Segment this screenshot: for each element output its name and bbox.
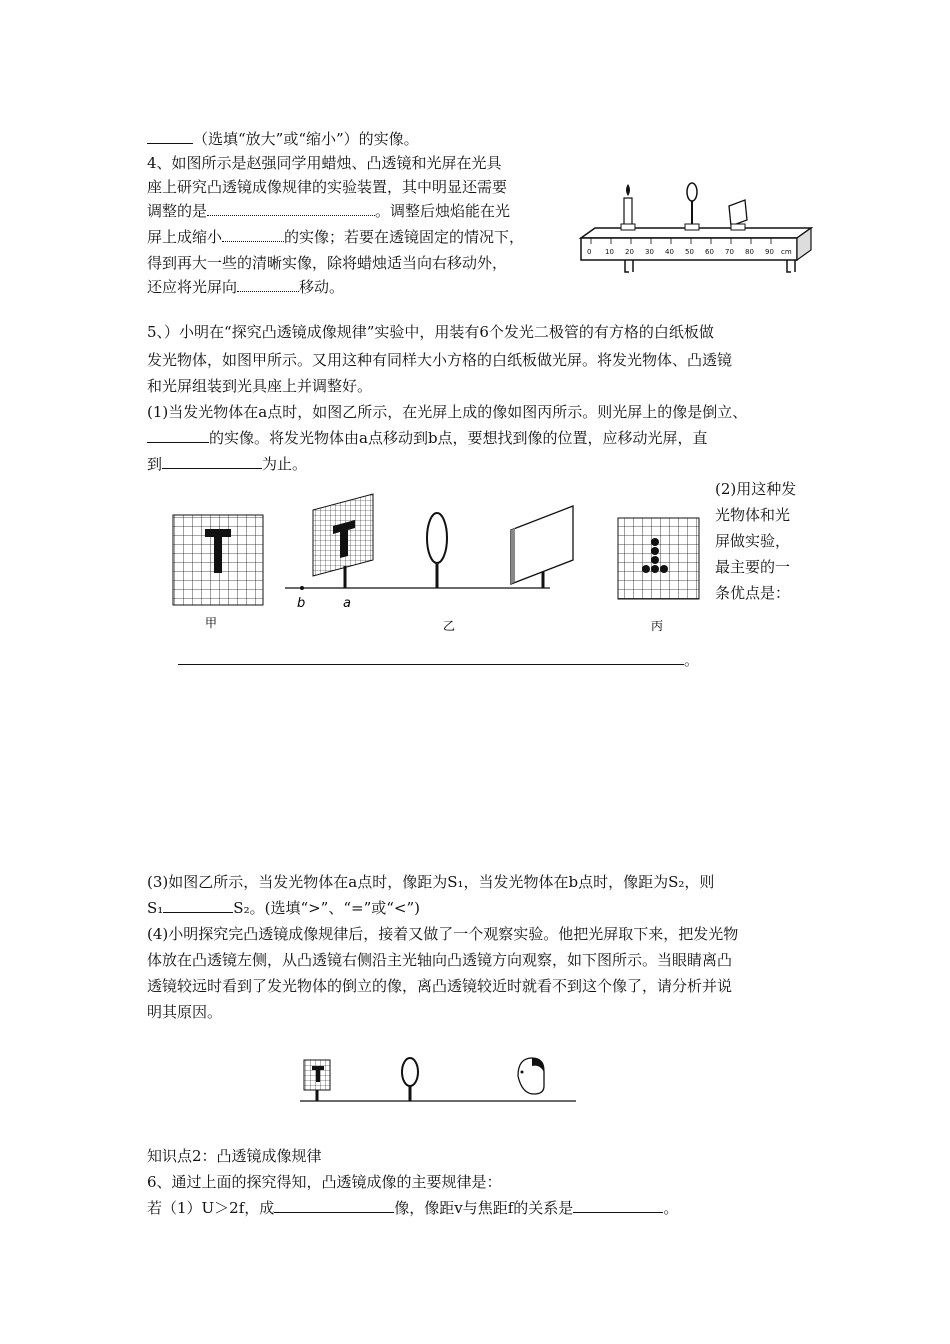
screen-icon: [729, 200, 747, 230]
figure-bing-image: [618, 518, 699, 599]
q3-tail-line: [147, 129, 419, 149]
lens-icon: [685, 183, 699, 230]
q5-p2-line: 最主要的一: [715, 558, 791, 576]
q6-line2: [147, 1198, 678, 1218]
q5-p3-line2: [147, 898, 420, 918]
answer-blank[interactable]: [178, 650, 684, 665]
q3-tail-text: （选填“放大”或“缩小”）的实像。: [193, 130, 419, 148]
q4-line3-text: 调整的是: [147, 202, 208, 220]
answer-blank[interactable]: [147, 129, 193, 144]
q5-p4-line4: 明其原因。: [147, 1003, 223, 1021]
q5-line2: 发光物体，如图甲所示。又用这种有同样大小方格的白纸板做光屏。将发光物体、凸透镜: [147, 351, 733, 369]
q5-p4-line1: (4)小明探究完凸透镜成像规律后，接着又做了一个观察实验。他把光屏取下来，把发光物: [147, 925, 739, 943]
ruler-tick-label: 40: [665, 248, 674, 256]
q4-line6-text: 还应将光屏向: [147, 278, 238, 296]
ruler-tick-label: 60: [705, 248, 714, 256]
q5-p2-line: 光物体和光: [715, 506, 791, 524]
ruler-tick-label: cm: [781, 248, 792, 256]
q4-line1: 4、如图所示是赵强同学用蜡烛、凸透镜和光屏在光具: [147, 154, 502, 172]
q5-p2-line: 屏做实验，: [715, 532, 791, 550]
optical-bench-figure: [575, 180, 825, 280]
point-a-label: a: [343, 596, 351, 611]
answer-blank[interactable]: [162, 454, 262, 469]
q4-line5: 得到再大一些的清晰实像，除将蜡烛适当向右移动外，: [147, 254, 508, 272]
q5-p3-s1: S₁: [147, 899, 164, 917]
ruler-tick-label: 10: [605, 248, 614, 256]
observation-figure: [300, 1050, 580, 1110]
q5-line1: 5、）小明在“探究凸透镜成像规律”实验中，用装有6个发光二极管的有方格的白纸板做: [147, 323, 714, 341]
figure-yi-lens: [427, 513, 447, 588]
answer-blank[interactable]: [222, 227, 284, 242]
q5-p1-line3-text: 到: [147, 455, 163, 473]
q5-line3: 和光屏组装到光具座上并调整好。: [147, 377, 373, 395]
q5-p3-line1: (3)如图乙所示，当发光物体在a点时，像距为S₁，当发光物体在b点时，像距为S₂，则: [147, 873, 715, 891]
q5-p2-block: [715, 476, 796, 606]
ruler-tick-label: 30: [645, 248, 654, 256]
q4-line4-tail: 的实像；若要在透镜固定的情况下，: [284, 228, 525, 246]
candle-icon: [621, 184, 635, 230]
answer-blank[interactable]: [573, 1198, 663, 1213]
q4-line6: [147, 277, 344, 297]
q5-p4-line2: 体放在凸透镜左侧，从凸透镜右侧沿主光轴向凸透镜方向观察，如下图所示。当眼睛离凸: [147, 951, 733, 969]
q5-p4-line3: 透镜较远时看到了发光物体的倒立的像，离凸透镜较近时就看不到这个像了，请分析并说: [147, 977, 733, 995]
q4-line4-text: 屏上成缩小: [147, 228, 223, 246]
q4-line3: [147, 201, 510, 221]
ruler-tick-label: 70: [725, 248, 734, 256]
q4-line6-tail: 移动。: [299, 278, 345, 296]
lens-icon: [402, 1058, 418, 1101]
answer-blank[interactable]: [147, 428, 209, 443]
q6-line2-mid: 像，像距v与焦距f的关系是: [394, 1199, 574, 1217]
q6-line1: 6、通过上面的探究得知，凸透镜成像的主要规律是：: [147, 1173, 502, 1191]
q5-p1-line2: [147, 428, 708, 448]
q5-p1-line3-tail: 为止。: [262, 455, 308, 473]
figure-yi-object-board: [313, 494, 373, 588]
knowledge-point-2: 知识点2：凸透镜成像规律: [147, 1147, 322, 1165]
figure-yi-label: 乙: [443, 619, 456, 633]
q5-p3-line2-text: S₂。(选填“>”、“=”或“<”): [233, 899, 421, 917]
ruler-tick-label: 90: [765, 248, 774, 256]
q5-p2-answer-line: [178, 650, 699, 670]
object-board-icon: [304, 1060, 330, 1101]
q6-line2-end: 。: [663, 1199, 679, 1217]
q6-line2-text: 若（1）U＞2f，成: [147, 1199, 275, 1217]
q4-line4: [147, 227, 524, 247]
ruler-tick-label: 0: [587, 248, 592, 256]
ruler-tick-label: 80: [745, 248, 754, 256]
q5-p1-line3: [147, 454, 307, 474]
ruler-tick-label: 20: [625, 248, 634, 256]
q5-p1-line1: (1)当发光物体在a点时，如图乙所示，在光屏上成的像如图丙所示。则光屏上的像是倒立、: [147, 403, 748, 421]
ruler-tick-label: 50: [685, 248, 694, 256]
answer-blank[interactable]: [237, 277, 299, 292]
figure-jia-label: 甲: [205, 616, 218, 630]
figure-bing-label: 丙: [651, 619, 664, 633]
figure-yi-screen: [511, 506, 573, 588]
answer-blank[interactable]: [274, 1198, 394, 1213]
figure-jia-board: [173, 515, 263, 605]
q4-line2: 座上研究凸透镜成像规律的实验装置，其中明显还需要: [147, 178, 508, 196]
q5-figure: [165, 490, 705, 640]
point-b-label: b: [297, 596, 306, 611]
q4-line3-tail: 。调整后烛焰能在光: [375, 202, 511, 220]
q5-p2-end: 。: [684, 651, 700, 669]
answer-blank[interactable]: [163, 898, 233, 913]
eye-observer-icon: [518, 1058, 544, 1094]
q5-p2-line: 条优点是：: [715, 584, 791, 602]
answer-blank[interactable]: [207, 201, 375, 216]
q5-p2-line: (2)用这种发: [715, 480, 797, 498]
q5-p1-line2-text: 的实像。将发光物体由a点移动到b点，要想找到像的位置，应移动光屏，直: [209, 429, 708, 447]
